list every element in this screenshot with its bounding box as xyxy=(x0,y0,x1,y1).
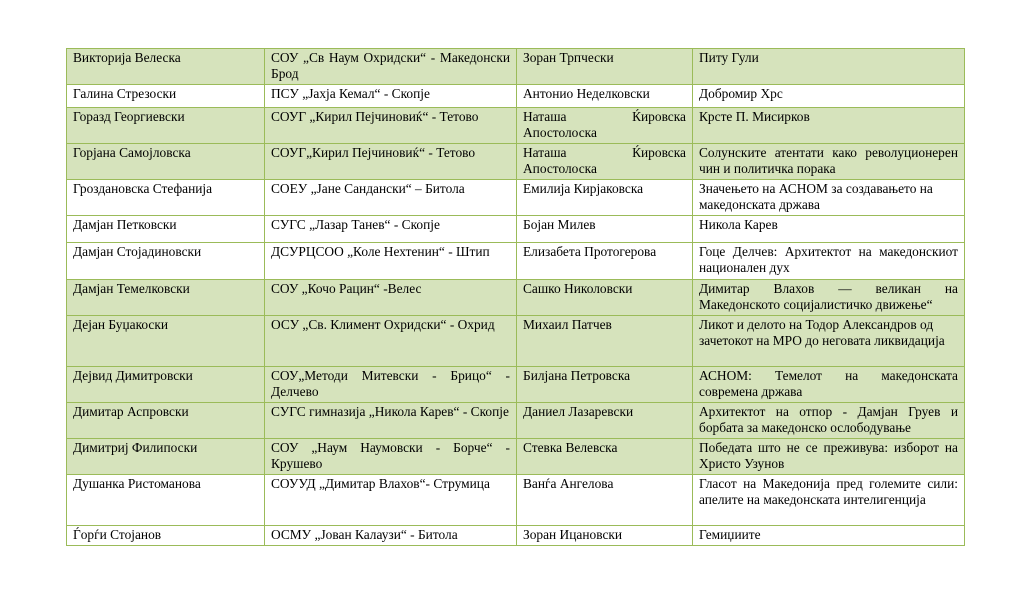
table-row xyxy=(67,180,965,216)
topic-cell: Архитектот на отпор - Дамјан Груев и борбата за македонско ослободување xyxy=(693,403,965,439)
school-cell: СОУ „Кочо Рацин“ -Велес xyxy=(265,280,517,316)
school-cell: СОУГ„Кирил Пејчиновиќ“ - Тетово xyxy=(265,144,517,180)
student-name-cell: Викторија Велеска xyxy=(67,49,265,85)
table-row xyxy=(67,439,965,475)
table-row xyxy=(67,316,965,367)
table-row xyxy=(67,108,965,144)
topic-cell: Димитар Влахов — великан на Македонското социјалистичко движење“ xyxy=(693,280,965,316)
topic-cell: Значењето на АСНОМ за создавањето на македонската држава xyxy=(693,180,965,216)
table-row xyxy=(67,216,965,243)
school-cell: СОУУД „Димитар Влахов“- Струмица xyxy=(265,475,517,526)
topic-cell: Гемиџиите xyxy=(693,526,965,546)
topic-cell: Победата што не се преживува: изборот на Христо Узунов xyxy=(693,439,965,475)
mentor-cell: Антонио Неделковски xyxy=(517,85,693,108)
school-cell: СОУ„Методи Митевски - Брицо“ - Делчево xyxy=(265,367,517,403)
school-cell: ОСМУ „Јован Калаузи“ - Битола xyxy=(265,526,517,546)
mentor-cell: Елизабета Протогерова xyxy=(517,243,693,280)
mentor-cell: Стевка Велевска xyxy=(517,439,693,475)
mentor-cell: Сашко Николовски xyxy=(517,280,693,316)
school-cell: СОУ „Св Наум Охридски“ - Македонски Брод xyxy=(265,49,517,85)
student-name-cell: Дамјан Петковски xyxy=(67,216,265,243)
mentor-cell: Наташа Ќировска Апостолоска xyxy=(517,108,693,144)
student-name-cell: Горазд Георгиевски xyxy=(67,108,265,144)
topic-cell: Гоце Делчев: Архитектот на македонскиот национален дух xyxy=(693,243,965,280)
mentor-cell: Наташа Ќировска Апостолоска xyxy=(517,144,693,180)
table-row xyxy=(67,403,965,439)
topic-cell: Гласот на Македонија пред големите сили: апелите на македонската интелигенција xyxy=(693,475,965,526)
student-name-cell: Галина Стрезоски xyxy=(67,85,265,108)
school-cell: СОУГ „Кирил Пејчиновиќ“ - Тетово xyxy=(265,108,517,144)
school-cell: СУГС гимназија „Никола Карев“ - Скопје xyxy=(265,403,517,439)
table-row xyxy=(67,85,965,108)
mentor-cell: Билјана Петровска xyxy=(517,367,693,403)
topic-cell: Питу Гули xyxy=(693,49,965,85)
student-name-cell: Гроздановска Стефанија xyxy=(67,180,265,216)
participants-table-wrapper xyxy=(66,48,964,546)
table-row xyxy=(67,475,965,526)
student-name-cell: Дејвид Димитровски xyxy=(67,367,265,403)
mentor-cell: Зоран Ицановски xyxy=(517,526,693,546)
table-row xyxy=(67,367,965,403)
school-cell: ОСУ „Св. Климент Охридски“ - Охрид xyxy=(265,316,517,367)
mentor-cell: Ванѓа Ангелова xyxy=(517,475,693,526)
topic-cell: Солунските атентати како револуционерен чин и политичка порака xyxy=(693,144,965,180)
topic-cell: Крсте П. Мисирков xyxy=(693,108,965,144)
school-cell: СУГС „Лазар Танев“ - Скопје xyxy=(265,216,517,243)
mentor-cell: Емилија Кирјаковска xyxy=(517,180,693,216)
student-name-cell: Димитриј Филипоски xyxy=(67,439,265,475)
student-name-cell: Дамјан Стојадиновски xyxy=(67,243,265,280)
table-row xyxy=(67,144,965,180)
topic-cell: Ликот и делото на Тодор Александров од зачетокот на МРО до неговата ликвидација xyxy=(693,316,965,367)
table-row xyxy=(67,280,965,316)
school-cell: ПСУ „Јахја Кемал“ - Скопје xyxy=(265,85,517,108)
student-name-cell: Дамјан Темелковски xyxy=(67,280,265,316)
topic-cell: Никола Карев xyxy=(693,216,965,243)
mentor-cell: Михаил Патчев xyxy=(517,316,693,367)
participants-table xyxy=(66,48,965,546)
topic-cell: Добромир Хрс xyxy=(693,85,965,108)
school-cell: ДСУРЦСОО „Коле Нехтенин“ - Штип xyxy=(265,243,517,280)
student-name-cell: Душанка Ристоманова xyxy=(67,475,265,526)
student-name-cell: Горјана Самојловска xyxy=(67,144,265,180)
mentor-cell: Бојан Милев xyxy=(517,216,693,243)
table-row xyxy=(67,526,965,546)
mentor-cell: Даниел Лазаревски xyxy=(517,403,693,439)
student-name-cell: Ѓорѓи Стојанов xyxy=(67,526,265,546)
student-name-cell: Дејан Буџакоски xyxy=(67,316,265,367)
student-name-cell: Димитар Аспровски xyxy=(67,403,265,439)
table-row xyxy=(67,49,965,85)
topic-cell: АСНОМ: Темелот на македонската современа држава xyxy=(693,367,965,403)
table-row xyxy=(67,243,965,280)
school-cell: СОЕУ „Јане Сандански“ – Битола xyxy=(265,180,517,216)
mentor-cell: Зоран Трпчески xyxy=(517,49,693,85)
school-cell: СОУ „Наум Наумовски - Борче“ - Крушево xyxy=(265,439,517,475)
